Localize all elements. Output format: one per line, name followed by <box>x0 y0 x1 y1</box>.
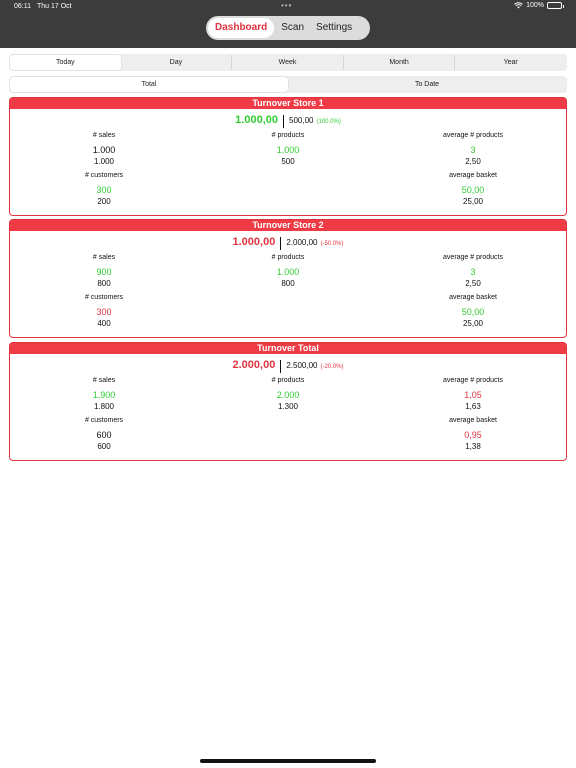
metric-current: 1.000 <box>92 145 116 155</box>
compare-percent: (100.0%) <box>316 119 341 125</box>
range-tab-to-date[interactable]: To Date <box>414 81 440 88</box>
metric-current: 300 <box>96 307 112 317</box>
avg-basket-metric <box>393 170 553 207</box>
sales-metric <box>24 252 184 289</box>
avg-basket-metric <box>393 415 553 452</box>
metric-current: 3 <box>470 267 476 277</box>
divider <box>280 237 281 250</box>
metric-previous: 25,00 <box>462 197 484 206</box>
metric-current: 300 <box>96 185 112 195</box>
metric-previous: 2,50 <box>465 157 481 166</box>
metric-label: # products <box>271 377 305 384</box>
sales-metric <box>24 375 184 412</box>
period-tab-month[interactable]: Month <box>344 55 456 70</box>
compare-value: 2.500,00 <box>286 361 318 370</box>
metric-previous: 500 <box>281 157 295 166</box>
turnover-card-store-1 <box>9 97 567 216</box>
avg-products-metric <box>393 375 553 412</box>
metric-current: 900 <box>96 267 112 277</box>
top-bar <box>0 0 576 48</box>
metric-label: average # products <box>443 377 503 384</box>
divider <box>280 360 281 373</box>
metric-label: # sales <box>92 132 116 139</box>
metrics-grid <box>10 250 566 334</box>
metric-label: # products <box>271 254 305 261</box>
products-metric <box>208 252 368 289</box>
status-right <box>514 2 562 9</box>
wifi-icon <box>514 2 523 9</box>
customers-metric <box>24 415 184 452</box>
metric-previous: 800 <box>281 279 295 288</box>
range-tab-total[interactable]: Total <box>10 77 288 92</box>
divider <box>283 115 284 128</box>
metric-label: # customers <box>84 294 124 301</box>
metric-previous: 600 <box>97 442 111 451</box>
avg-products-metric <box>393 252 553 289</box>
compare-percent: (-50.0%) <box>320 241 344 247</box>
home-indicator[interactable] <box>200 759 376 763</box>
metric-previous: 800 <box>97 279 111 288</box>
customers-metric <box>24 292 184 329</box>
tab-settings[interactable]: Settings <box>316 22 353 33</box>
metric-previous: 1.300 <box>277 402 299 411</box>
metric-current: 2.000 <box>276 390 300 400</box>
range-selector <box>9 76 567 93</box>
tab-dashboard[interactable]: Dashboard <box>208 18 274 38</box>
metric-label: average basket <box>449 294 497 301</box>
multitasking-dots-icon[interactable]: ••• <box>281 1 293 10</box>
metric-previous: 1.000 <box>93 157 115 166</box>
metric-label: # sales <box>92 254 116 261</box>
metric-current: 600 <box>96 430 112 440</box>
card-title: Turnover Store 1 <box>10 98 566 109</box>
card-title: Turnover Total <box>10 343 566 354</box>
products-metric <box>208 375 368 412</box>
avg-basket-metric <box>393 292 553 329</box>
turnover-card-store-2 <box>9 219 567 338</box>
metric-label: # customers <box>84 417 124 424</box>
metric-label: average basket <box>449 417 497 424</box>
turnover-value: 1.000,00 <box>232 236 276 248</box>
turnover-card-total <box>9 342 567 461</box>
period-tab-year[interactable]: Year <box>503 59 518 66</box>
turnover-value: 2.000,00 <box>232 359 276 371</box>
metric-current: 1.900 <box>92 390 116 400</box>
metric-label: # products <box>271 132 305 139</box>
period-tab-today[interactable]: Today <box>10 55 121 70</box>
compare-percent: (-20.0%) <box>320 364 344 370</box>
main-navigation <box>206 16 370 40</box>
compare-value: 2.000,00 <box>286 238 318 247</box>
metric-current: 3 <box>470 145 476 155</box>
metric-label: average basket <box>449 172 497 179</box>
turnover-value: 1.000,00 <box>235 114 278 126</box>
products-metric <box>208 130 368 167</box>
avg-products-metric <box>393 130 553 167</box>
metrics-grid <box>10 128 566 212</box>
metric-label: # sales <box>92 377 116 384</box>
metric-previous: 1.800 <box>93 402 115 411</box>
metric-previous: 1,38 <box>465 442 481 451</box>
metric-current: 50,00 <box>461 185 485 195</box>
turnover-line <box>10 114 566 128</box>
customers-metric <box>24 170 184 207</box>
card-title: Turnover Store 2 <box>10 220 566 231</box>
metric-current: 50,00 <box>461 307 485 317</box>
metrics-grid <box>10 373 566 457</box>
battery-icon <box>547 2 562 9</box>
status-time: 06:11 <box>14 3 31 10</box>
metric-previous: 400 <box>97 319 111 328</box>
turnover-line <box>10 359 566 373</box>
sales-metric <box>24 130 184 167</box>
period-selector <box>9 54 567 71</box>
metric-previous: 1,63 <box>465 402 481 411</box>
battery-percent: 100% <box>526 2 544 9</box>
tab-scan[interactable]: Scan <box>281 22 305 33</box>
metric-current: 1.000 <box>276 267 300 277</box>
metric-previous: 25,00 <box>462 319 484 328</box>
metric-current: 0,95 <box>464 430 482 440</box>
metric-previous: 2,50 <box>465 279 481 288</box>
metric-current: 1.000 <box>276 145 300 155</box>
turnover-line <box>10 236 566 250</box>
metric-current: 1,05 <box>464 390 482 400</box>
period-tab-week[interactable]: Week <box>232 55 344 70</box>
status-date: Thu 17 Oct <box>37 3 72 10</box>
metric-label: # customers <box>84 172 124 179</box>
compare-value: 500,00 <box>289 116 314 125</box>
metric-previous: 200 <box>97 197 111 206</box>
metric-label: average # products <box>443 132 503 139</box>
metric-label: average # products <box>443 254 503 261</box>
period-tab-day[interactable]: Day <box>121 55 233 70</box>
